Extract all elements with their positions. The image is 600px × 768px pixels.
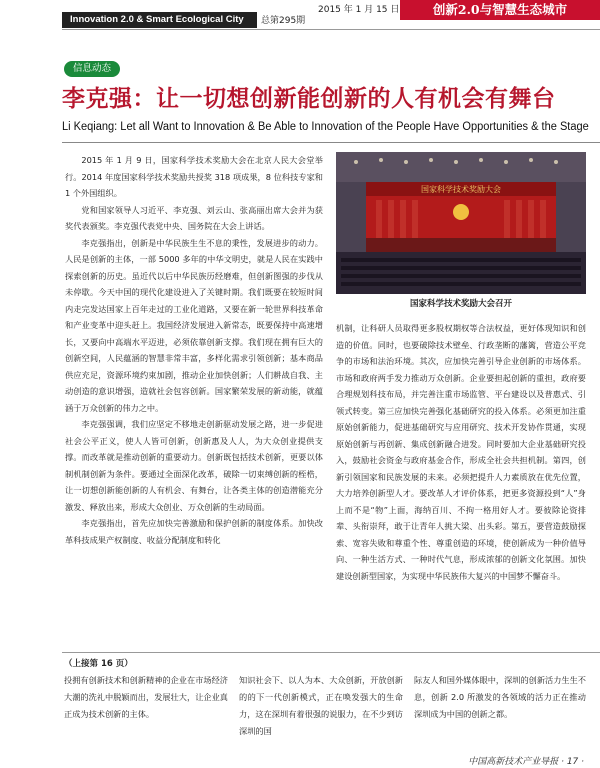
article-title-en: Li Keqiang: Let all Want to Innovation & Be Able to Innovation of the People Have Opportunities & the Stage <box>62 121 589 133</box>
photo-caption: 国家科学技术奖励大会召开 <box>409 299 512 309</box>
issue-number: 总第295期 <box>261 16 306 26</box>
body-paragraph: 李克强指出，首先应加快完善激励和保护创新的制度体系。加快改革科技成果产权制度、收益分配制度和转化 <box>65 518 323 545</box>
body-paragraph: 李克强指出，创新是中华民族生生不息的秉性，发展进步的动力。人民是创新的主体，一部 5000 多年的中华文明史，就是人民在实践中探索创新的历史。虽近代以后中华民族历经磨难，但创新图强的步伐从未停歇。今天中国的现代化建设进入了关键时期。我们既要在较短时间内走完发达国家上百年走过的工业化道路，又要在新一轮世界科技革命和产业变革中迎头赶上。我国经济发展进入新常态，既要保持中高速增长，又要向中高端水平迈进，必须依靠创新支撑。我们现在拥有巨大的创新空间，人民蕴涵的智慧非常丰富，多样化需求引领创新；基本商品供应充足，资源环境约束加剧，推动企业加快创新；人们耕战自我、主动创造的意识增强，造就社会包容创新。国家繁荣发展的新动能，就蕴涵于万众创新的伟力之中。 <box>65 237 323 413</box>
page-header <box>0 0 600 26</box>
section-divider <box>62 652 600 653</box>
section-tag: 信息动态 <box>64 61 120 77</box>
continued-column-1: 投拥有创新技术和创新精神的企业在市场经济大潮的洗礼中脱颖而出，发展壮大，让企业真正成为技术创新的主体。 <box>64 675 228 719</box>
article-title-cn: 李克强：让一切想创新能创新的人有机会有舞台 <box>62 86 556 112</box>
conference-photo <box>336 152 586 294</box>
issue-date: 2015 年 1 月 15 日 <box>318 5 400 15</box>
title-divider <box>62 142 600 143</box>
conference-photo-drawing <box>336 152 586 294</box>
header-divider <box>62 29 600 30</box>
page-footer: 中国高新技术产业导报 · 17 · <box>468 757 584 767</box>
article-body-left <box>65 152 323 624</box>
continued-column-3: 际友人和国外媒体眼中，深圳的创新活力生生不息，创新 2.0 所激发的各领域的活力正在推动深圳成为中国的创新之都。 <box>414 675 586 719</box>
continued-from-label: （上接第 16 页） <box>64 659 133 669</box>
body-paragraph: 党和国家领导人习近平、李克强、刘云山、张高丽出席大会并为获奖代表颁奖。李克强代表党中央、国务院在大会上讲话。 <box>65 204 323 231</box>
article-body-right <box>336 320 586 642</box>
continued-column-2: 知识社会下、以人为本、大众创新，开放创新的的下一代创新模式，正在唤发强大的生命力，这在深圳有着很强的说服力，在不少到访深圳的国 <box>239 675 403 736</box>
section-banner: 创新2.0与智慧生态城市 <box>400 0 600 20</box>
magazine-name: Innovation 2.0 & Smart Ecological City <box>62 12 257 28</box>
body-paragraph: 机制，让科研人员取得更多股权期权等合法权益，更好体现知识和创造的价值。同时，也要破除技术壁垒、行政垄断的藩篱，营造公平竞争的市场和法治环境。其次，应加快完善引导企业创新的市场体系。市场和政府两手发力推动万众创新。企业要担起创新的重担，政府要合理规划科技布局，并完善注重市场监管、平台建设以及普惠式、引领式转变。第三应加快完善强化基础研究的投入体系。必须更加注重原始创新能力，促进基础研究与应用研究、技术开发协作贯通，实现原始创新与再创新、集成创新融合进发。同时要加大企业基础研究投入，鼓励社会资金与政府基金合作，形成全社会共担机制。第四，创新引领国家和民族发展的未来。必须把提升人力素质放在优先位置，大力培养创新型人才。要改革人才评价体系，把更多资源投到“人”身上而不是“物”上面，海纳百川、不拘一格用好人才。要彼除论资排辈、头衔崇拜，敢于让青年人挑大梁、出头彩。第五，要营造鼓励探索、宽容失败和尊重个性、尊重创造的环境，使创新成为一种价值导向、一种生活方式、一种时代气息，形成浓郁的创新文化氛围。加快建设创新型国家，为实现中华民族伟大复兴的中国梦不懈奋斗。 <box>336 323 586 581</box>
body-paragraph: 2015 年 1 月 9 日，国家科学技术奖励大会在北京人民大会堂举行。2014 年度国家科学技术奖励共授奖 318 项成果，8 位科技专家和 1 个外国组织。 <box>65 155 323 198</box>
stage-banner-text: 国家科学技术奖励大会 <box>421 185 501 194</box>
body-paragraph: 李克强强调，我们应坚定不移地走创新驱动发展之路，进一步促进社会公平正义，使人人皆可创新，创新惠及人人，为大众创业提供支撑。而改革就是推动创新的重要动力。创新既包括技术创新，更要以体制机制创新为条件。要通过全面深化改革，破除一切束缚创新的桎梏，让一切想创新能创新的人有机会、有舞台，让各类主体的创造潜能充分激发、释放出来，形成大众创业、万众创新的生动局面。 <box>65 419 323 512</box>
